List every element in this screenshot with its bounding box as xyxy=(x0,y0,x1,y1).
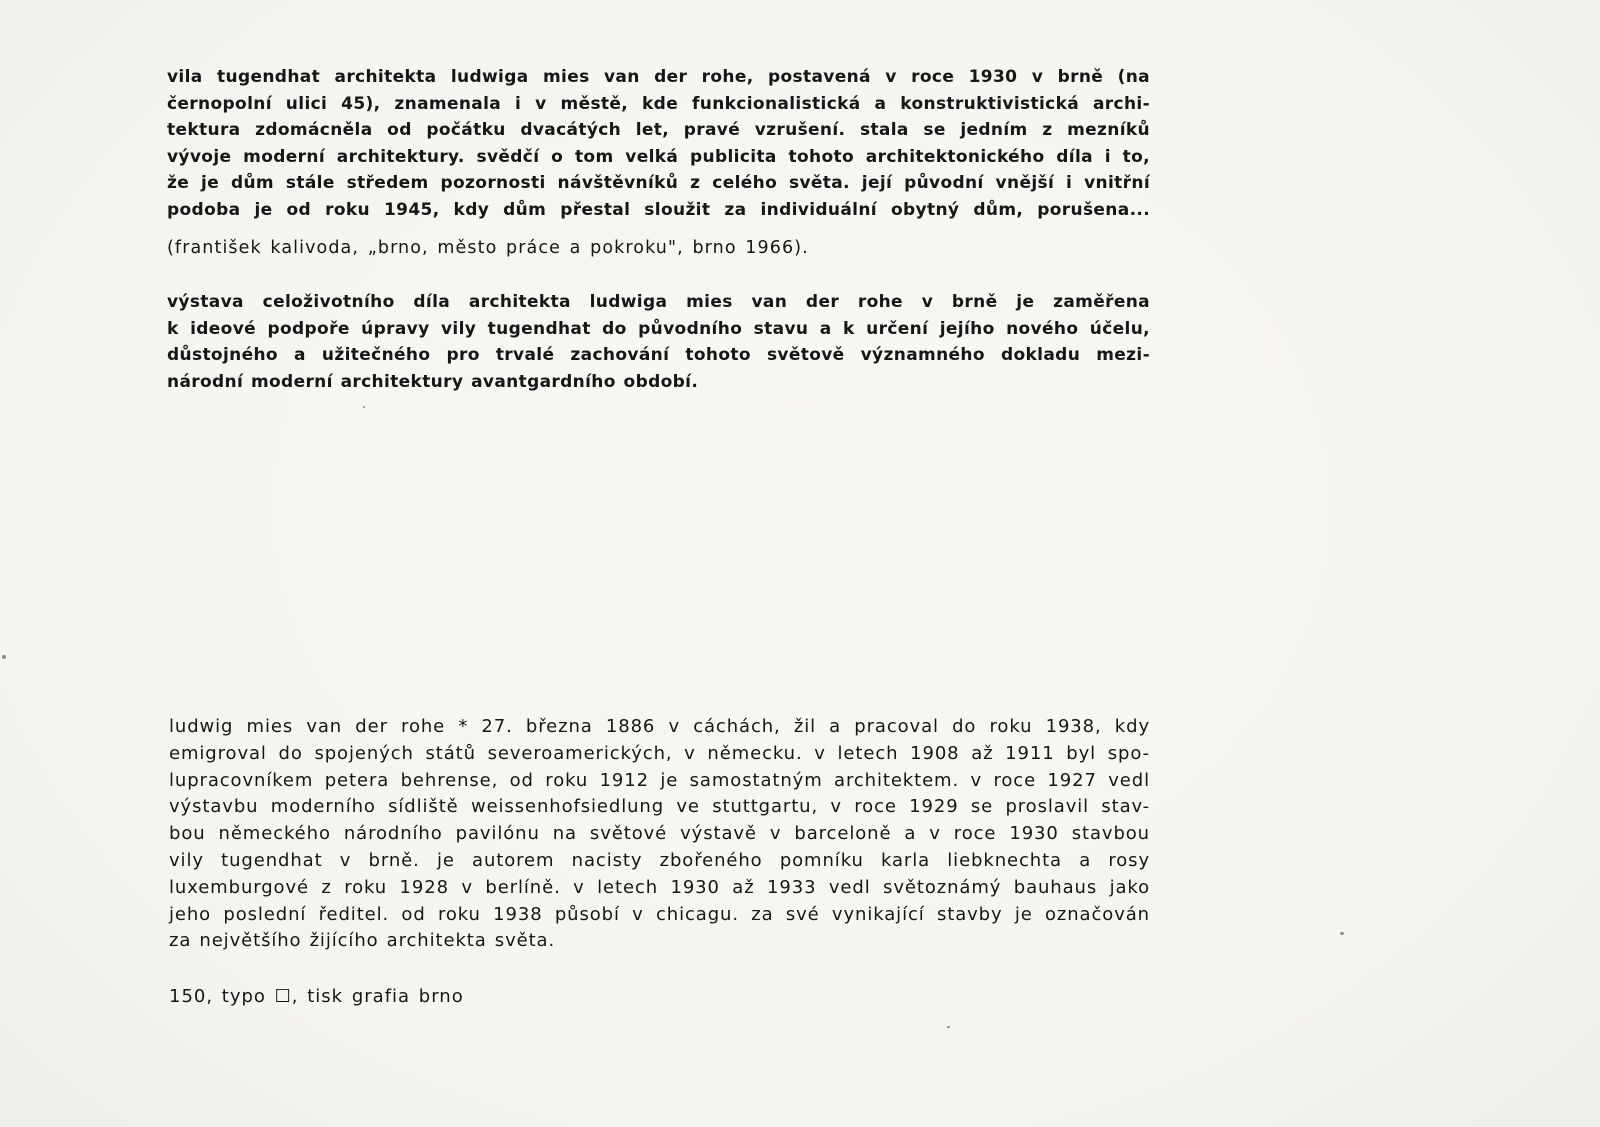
intro-line: černopolní ulici 45), znamenala i v městě, kde funkcionalistická a konstruktivistická archi- xyxy=(167,93,1150,114)
biography-line: emigroval do spojených států severoamerických, v německu. v letech 1908 až 1911 byl spo- xyxy=(169,742,1150,764)
biography-line: za největšího žijícího architekta světa. xyxy=(169,930,556,952)
intro-paragraph xyxy=(167,64,1150,224)
intro-line: tektura zdomácněla od počátku dvacátých let, pravé vzrušení. stala se jedním z mezníků xyxy=(167,120,1150,141)
biography-line: vily tugendhat v brně. je autorem nacisty zbořeného pomníku karla liebknechta a rosy xyxy=(169,849,1150,871)
biography-line: lupracovníkem petera behrense, od roku 1912 je samostatným architektem. v roce 1927 vedl xyxy=(169,769,1150,791)
exhibition-line: důstojného a užitečného pro trvalé zachování tohoto světově významného dokladu mezi- xyxy=(167,345,1150,366)
biography-line: luxemburgové z roku 1928 v berlíně. v letech 1930 až 1933 vedl světoznámý bauhaus jako xyxy=(169,876,1150,898)
paper-speck xyxy=(947,1026,950,1028)
citation: (františek kalivoda, „brno, město práce a pokroku", brno 1966). xyxy=(167,238,809,258)
exhibition-line: k ideové podpoře úpravy vily tugendhat do původního stavu a k určení jejího nového účelu, xyxy=(167,318,1150,339)
exhibition-line: národní moderní architektury avantgardního období. xyxy=(167,371,699,392)
paper-speck xyxy=(363,406,365,408)
paper-speck xyxy=(2,655,6,659)
intro-line: vývoje moderní architektury. svědčí o tom velká publicita tohoto architektonického díla i to, xyxy=(167,146,1150,167)
biography-line: jeho poslední ředitel. od roku 1938 působí v chicagu. za své vynikající stavby je označován xyxy=(169,903,1150,925)
intro-line: že je dům stále středem pozornosti návštěvníků z celého světa. její původní vnější i vnitřní xyxy=(167,173,1150,194)
biography-line: výstavbu moderního sídliště weissenhofsiedlung ve stuttgartu, v roce 1929 se proslavil stav- xyxy=(169,796,1150,818)
biography-line: ludwig mies van der rohe * 27. března 1886 v cáchách, žil a pracoval do roku 1938, kdy xyxy=(169,716,1150,737)
biography-paragraph xyxy=(169,714,1150,955)
biography-line: bou německého národního pavilónu na světové výstavě v barceloně a v roce 1930 stavbou xyxy=(169,823,1150,845)
exhibition-line: výstava celoživotního díla architekta ludwiga mies van der rohe v brně je zaměřena xyxy=(167,292,1150,312)
paper-speck xyxy=(1340,932,1344,935)
exhibition-paragraph xyxy=(167,289,1150,395)
intro-line: podoba je od roku 1945, kdy dům přestal sloužit za individuální obytný dům, porušena... xyxy=(167,199,1150,220)
imprint-line: 150, typo ☐, tisk grafia brno xyxy=(169,986,464,1007)
intro-line: vila tugendhat architekta ludwiga mies van der rohe, postavená v roce 1930 v brně (na xyxy=(167,67,1150,87)
